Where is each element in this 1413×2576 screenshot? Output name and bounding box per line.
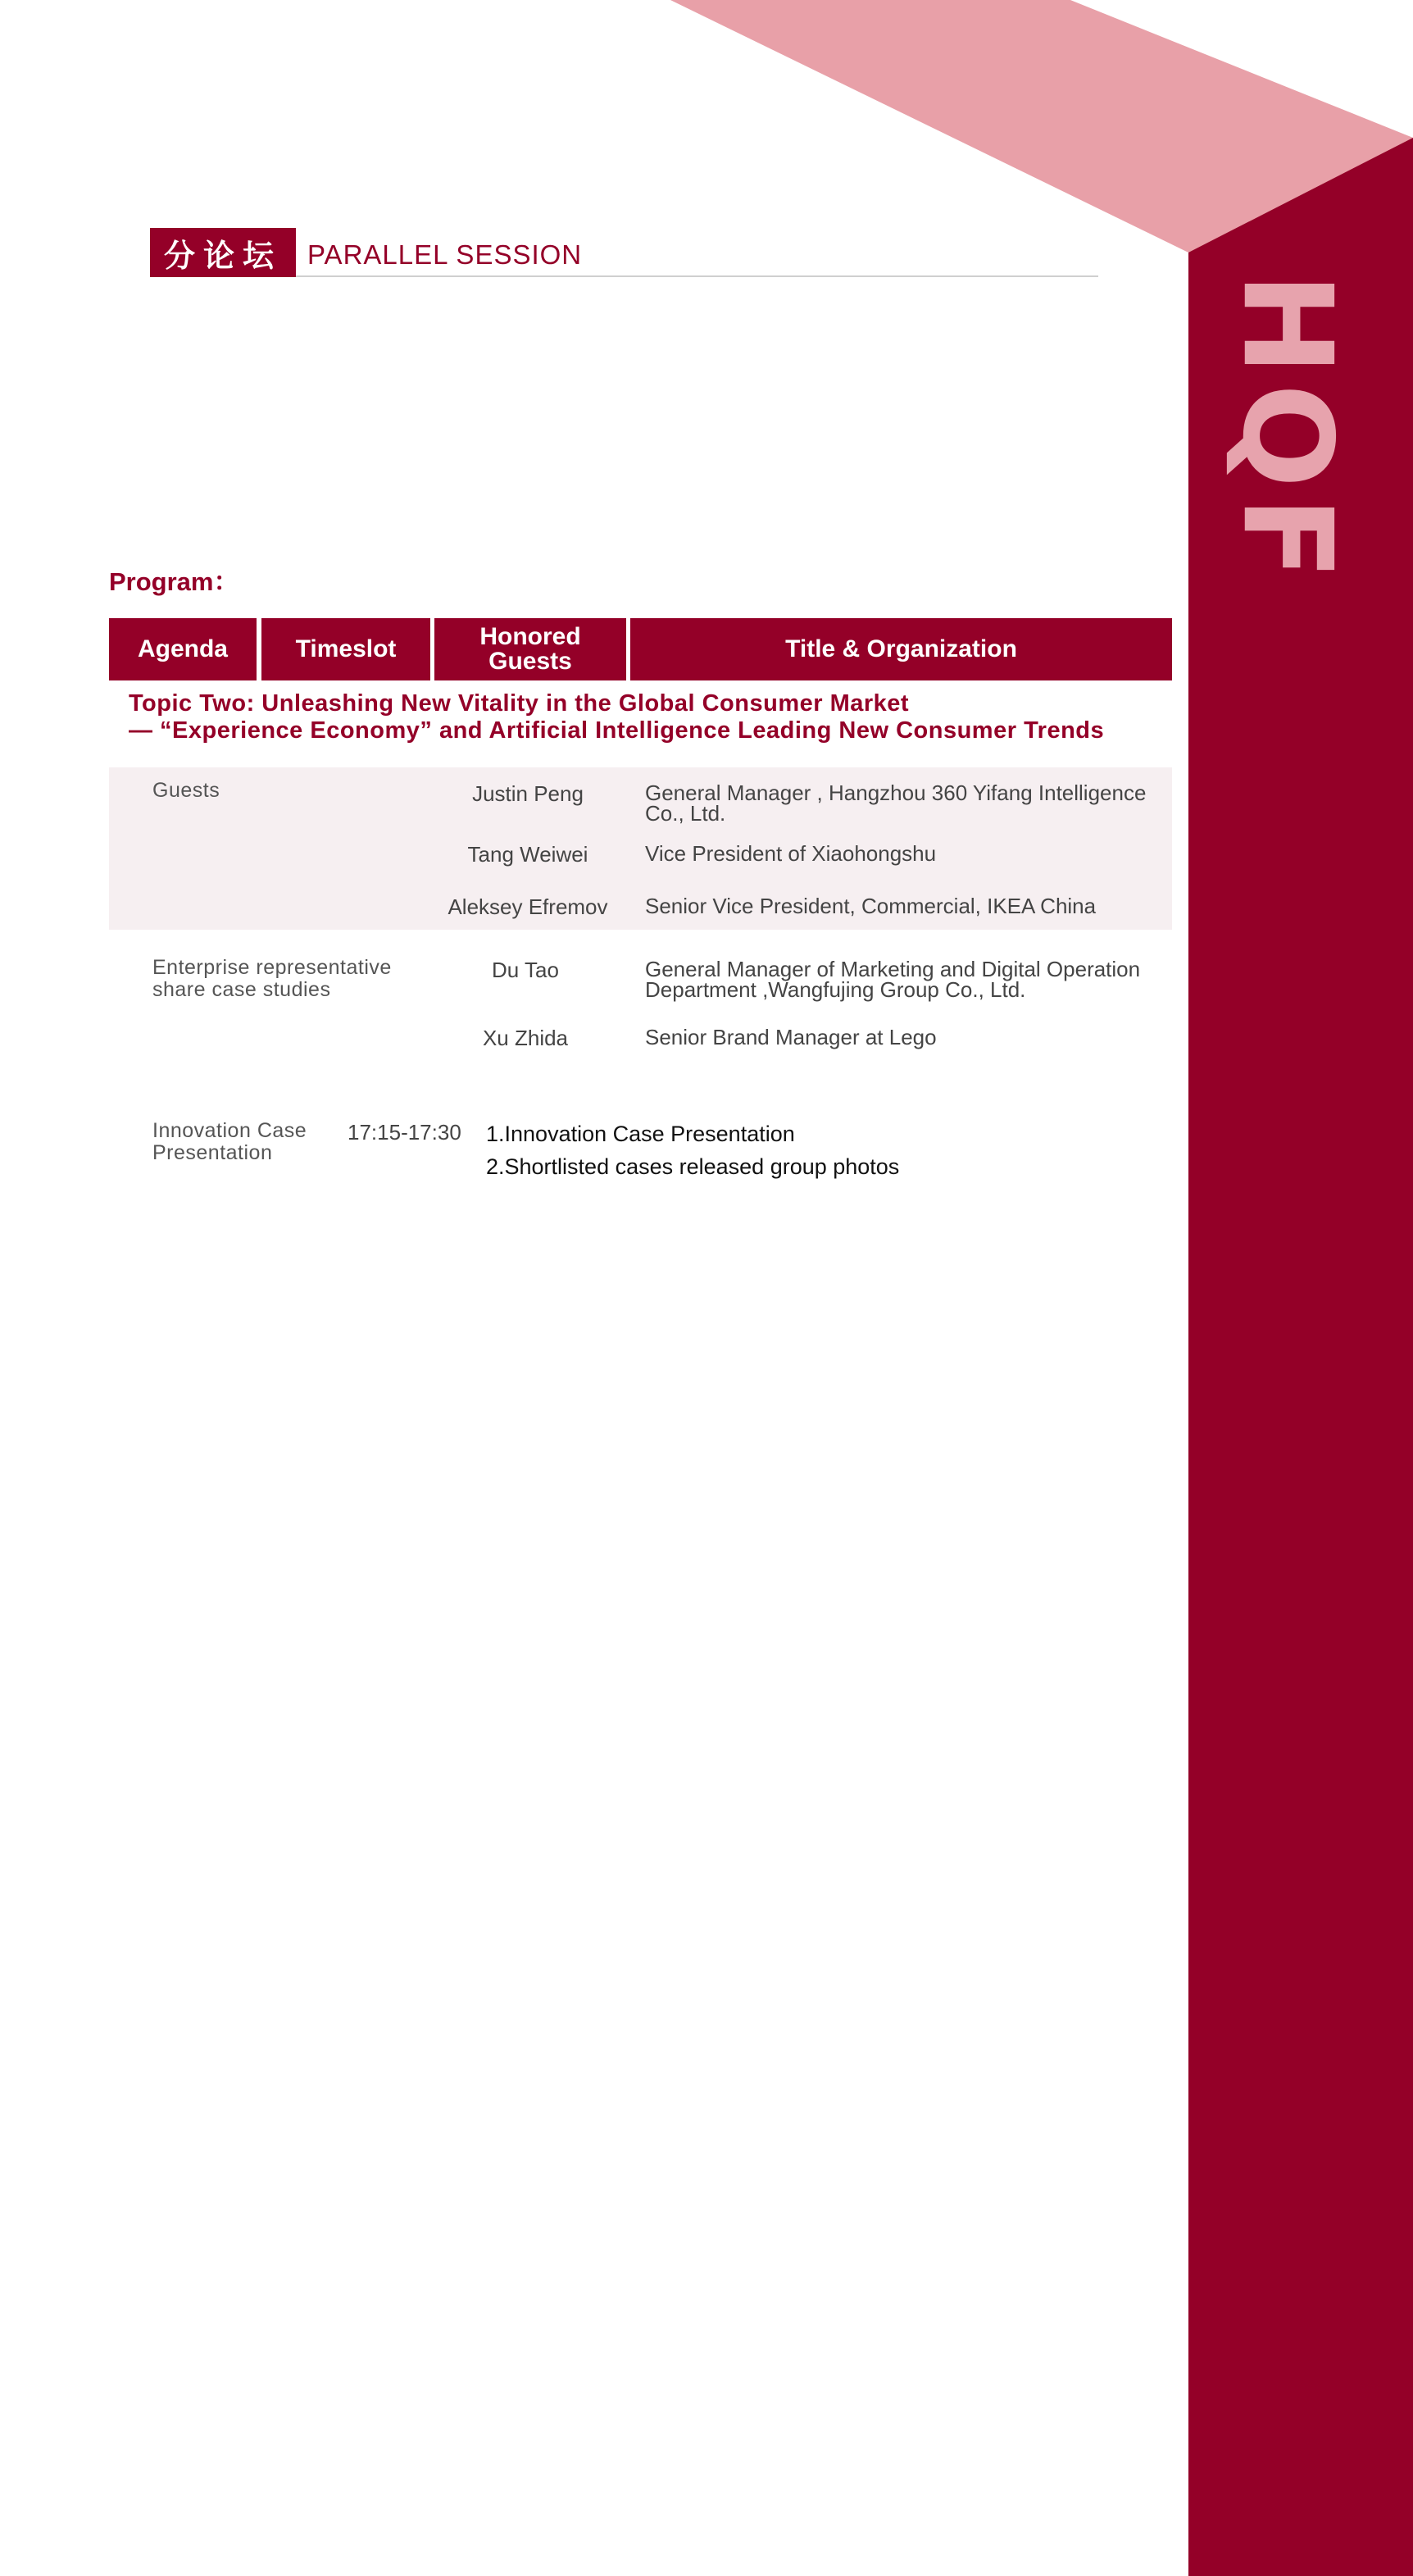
- guest-name: Du Tao: [492, 958, 559, 982]
- guest-name: Xu Zhida: [482, 1026, 569, 1050]
- agenda-innovation-case: Innovation Case Presentation: [152, 1119, 307, 1164]
- hqf-logo-vertical: HQF: [1215, 272, 1358, 589]
- agenda-guests: Guests: [152, 779, 220, 802]
- guest-organization: Vice President of Xiaohongshu: [645, 841, 937, 866]
- topic-heading: [129, 690, 1170, 744]
- topic-line-1: Topic Two: Unleashing New Vitality in the Global Consumer Market: [129, 690, 910, 717]
- session-badge-cn: 分论坛: [150, 228, 296, 277]
- session-title: PARALLEL SESSION: [307, 239, 583, 270]
- activity-item: 2.Shortlisted cases released group photos: [486, 1154, 900, 1179]
- guest-organization: General Manager of Marketing and Digital Operation Department ,Wangfujing Group Co., Ltd.: [645, 957, 1141, 1002]
- session-header: [150, 228, 1098, 277]
- guest-organization: General Manager , Hangzhou 360 Yifang Intelligence Co., Ltd.: [645, 781, 1147, 826]
- header-timeslot: Timeslot: [261, 618, 430, 680]
- guest-organization: Senior Vice President, Commercial, IKEA China: [645, 894, 1097, 918]
- header-agenda: Agenda: [109, 618, 257, 680]
- program-label: Program：: [109, 567, 239, 596]
- guest-organization: Senior Brand Manager at Lego: [645, 1025, 937, 1049]
- activity-item: 1.Innovation Case Presentation: [486, 1122, 795, 1146]
- guest-name: Justin Peng: [472, 781, 584, 806]
- guest-name: Tang Weiwei: [467, 842, 588, 867]
- agenda-enterprise-cases: Enterprise representative share case studies: [152, 956, 392, 1001]
- header-title-organization: Title & Organization: [630, 618, 1172, 680]
- header-honored-guests: Honored Guests: [434, 618, 626, 680]
- header-divider: [296, 275, 1098, 277]
- guest-name: Aleksey Efremov: [448, 894, 608, 919]
- timeslot-value: 17:15-17:30: [348, 1120, 461, 1145]
- topic-line-2: — “Experience Economy” and Artificial Intelligence Leading New Consumer Trends: [129, 717, 1105, 744]
